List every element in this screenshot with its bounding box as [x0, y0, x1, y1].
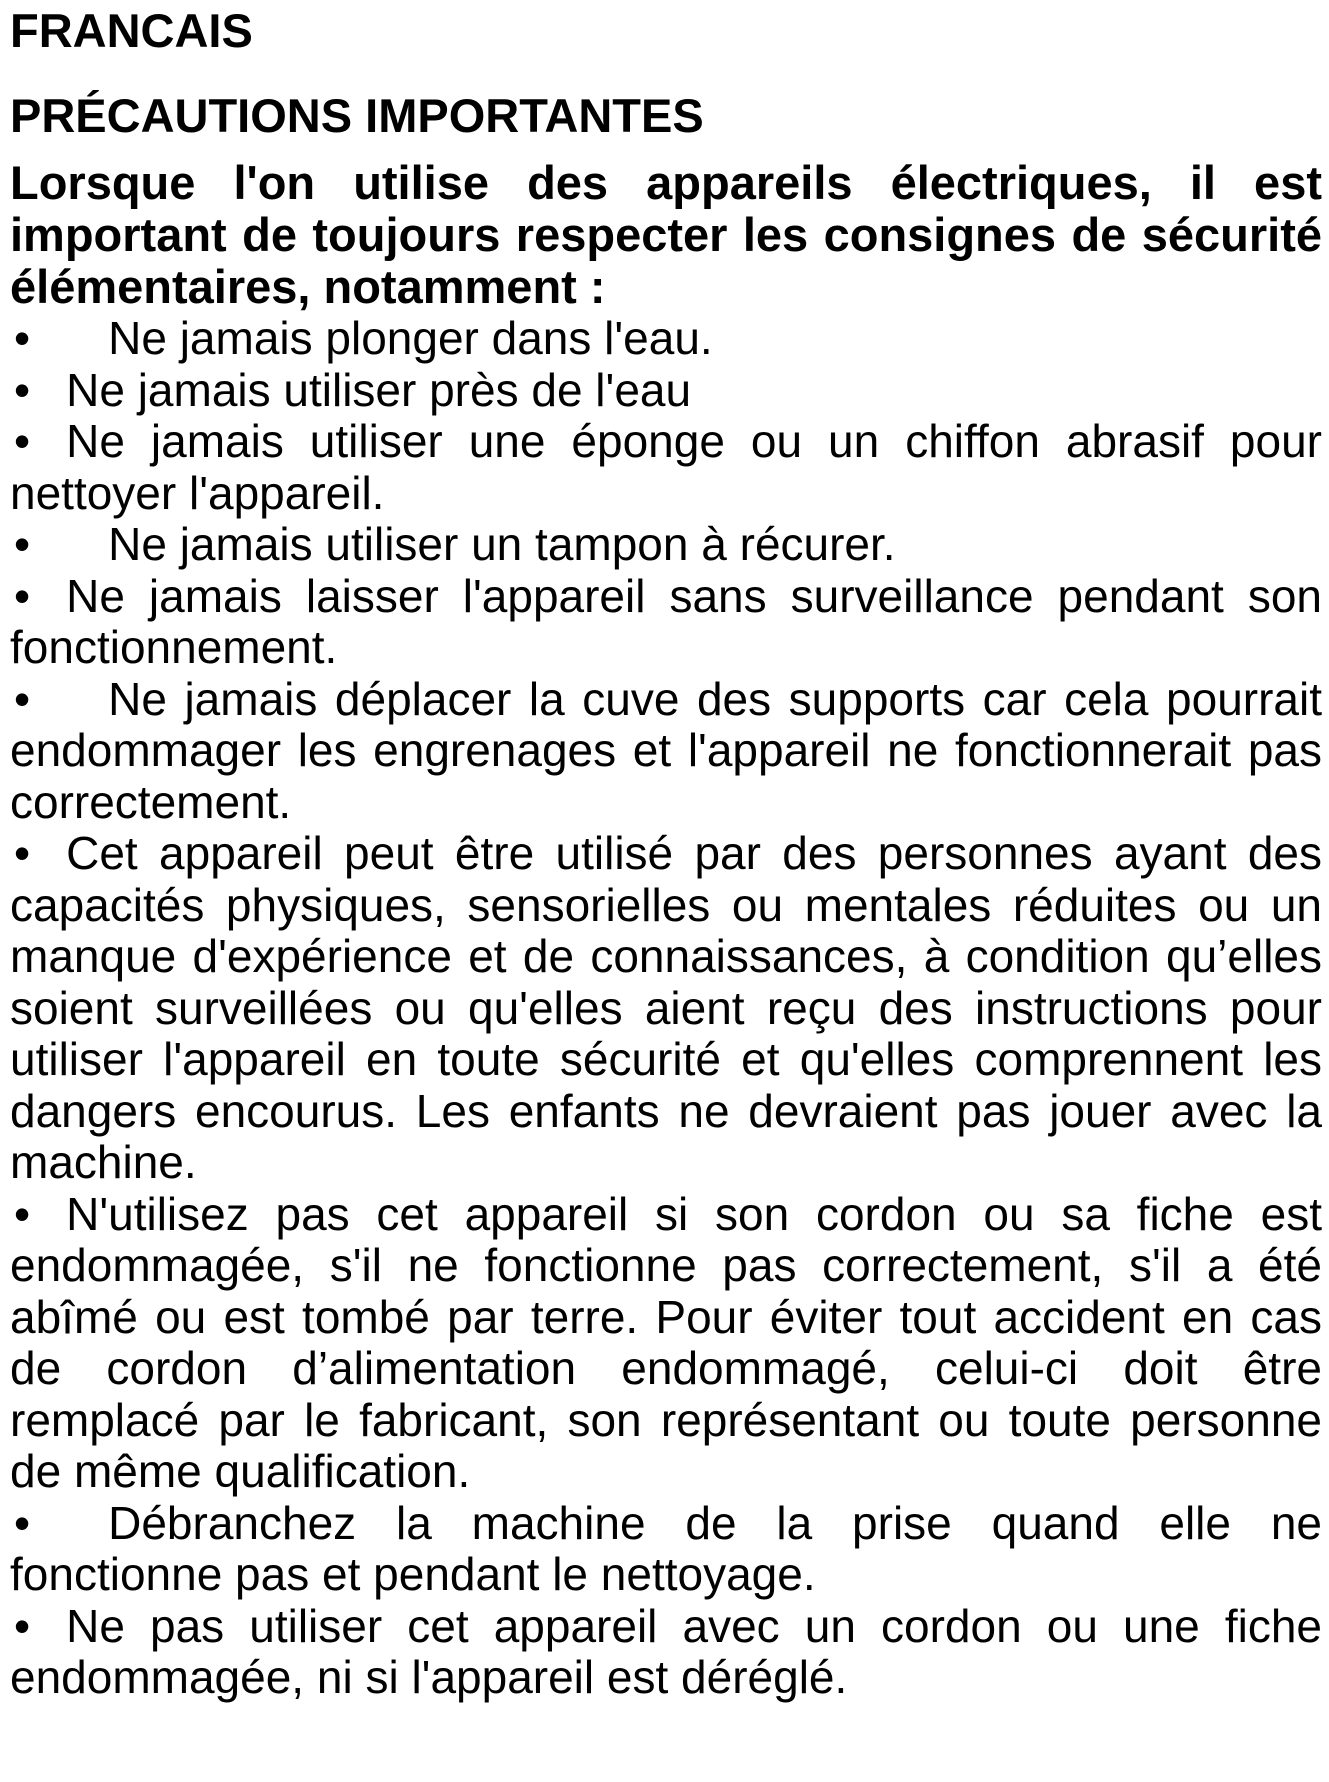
list-item-text: Ne jamais laisser l'appareil sans surveillance pendant son fonctionnement.: [10, 569, 1322, 673]
bullet-icon: •: [14, 518, 31, 570]
list-item: [10, 365, 1322, 417]
bullet-icon: •: [14, 1187, 31, 1240]
list-item: [10, 1498, 1322, 1601]
bullet-icon: •: [14, 672, 31, 725]
bullet-icon: •: [14, 1599, 31, 1652]
list-item: [10, 1189, 1322, 1498]
bullet-icon: •: [14, 363, 31, 416]
bullet-icon: •: [14, 827, 31, 879]
bullet-icon: •: [14, 1496, 31, 1549]
bullet-icon: •: [14, 415, 31, 467]
list-item-text: Débranchez la machine de la prise quand elle ne fonctionne pas et pendant le nettoyage.: [10, 1496, 1322, 1600]
list-item: [10, 313, 1322, 365]
list-item-text: Ne jamais utiliser un tampon à récurer.: [108, 518, 896, 570]
list-item: [10, 416, 1322, 519]
list-item-text: Cet appareil peut être utilisé par des personnes ayant des capacités physiques, sensorielles ou mentales réduites ou un manque d'expérience et de connaissances, à condition qu’elles soient surveillées ou qu'elles aient reçu des instructions pour utiliser l'appareil en toute sécurité et qu'elles comprennent les dangers encourus. Les enfants ne devraient pas jouer avec la machine.: [10, 827, 1322, 1188]
list-item: [10, 571, 1322, 674]
bullet-icon: •: [14, 312, 31, 364]
intro-paragraph: Lorsque l'on utilise des appareils électriques, il est important de toujours respecter les consignes de sécurité élémentaires, notamment :: [10, 156, 1322, 313]
list-item: [10, 674, 1322, 829]
list-item: [10, 519, 1322, 571]
list-item-text: Ne jamais utiliser une éponge ou un chiffon abrasif pour nettoyer l'appareil.: [10, 415, 1322, 519]
list-item: [10, 1601, 1322, 1704]
page-title: PRÉCAUTIONS IMPORTANTES: [10, 89, 704, 142]
list-item: [10, 828, 1322, 1189]
list-item-text: Ne jamais plonger dans l'eau.: [108, 312, 713, 364]
list-item-text: Ne jamais déplacer la cuve des supports car cela pourrait endommager les engrenages et l'appareil ne fonctionnerait pas correctement.: [10, 672, 1322, 828]
precautions-list: [10, 313, 1322, 1704]
list-item-text: N'utilisez pas cet appareil si son cordon ou sa fiche est endommagée, s'il ne fonctionne pas correctement, s'il a été abîmé ou est tombé par terre. Pour éviter tout accident en cas de cordon d’alimentation endommagé, celui-ci doit être remplacé par le fabricant, son représentant ou toute personne de même qualification.: [10, 1187, 1322, 1497]
list-item-text: Ne jamais utiliser près de l'eau: [66, 363, 692, 416]
list-item-text: Ne pas utiliser cet appareil avec un cordon ou une fiche endommagée, ni si l'appareil est déréglé.: [10, 1599, 1322, 1703]
language-heading: FRANCAIS: [10, 4, 253, 57]
document-page: [10, 0, 1322, 1704]
bullet-icon: •: [14, 569, 31, 622]
